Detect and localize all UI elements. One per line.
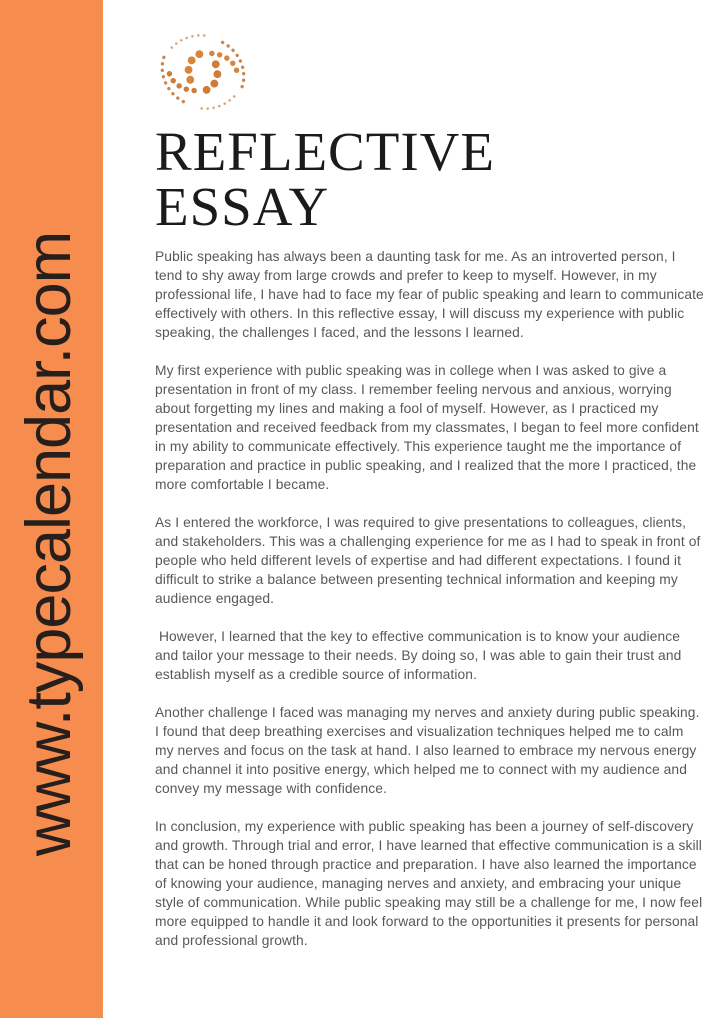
essay-paragraph-6: In conclusion, my experience with public speaking has been a journey of self-discovery and growth. Through trial and error, I have learned that effective communication is a skill that can be honed through practice and preparation. I have also learned the importance of knowing your audience, managing nerves and anxiety, and embracing your unique style of communication. While public speaking may still be a challenge for me, I now feel more equipped to handle it and look forward to the opportunities it presents for personal and professional growth. [155,819,707,948]
essay-body [155,247,708,950]
spiral-dots-logo-icon [150,28,256,116]
essay-paragraph-4: However, I learned that the key to effective communication is to know your audience and tailor your message to their needs. By doing so, I was able to gain their trust and establish myself as a credible source of information. [155,629,686,682]
essay-paragraph-2: My first experience with public speaking was in college when I was asked to give a presentation in front of my class. I remember feeling nervous and anxious, worrying about forgetting my lines and making a fool of myself. However, as I practiced my presentation and received feedback from my classmates, I began to feel more confident in my ability to communicate effectively. This experience taught me the importance of preparation and practice in public speaking, and I realized that the more I practiced, the more comfortable I became. [155,363,703,492]
essay-paragraph-1: Public speaking has always been a daunting task for me. As an introverted person, I tend to shy away from large crowds and prefer to keep to myself. However, in my professional life, I have had to face my fear of public speaking and learn to communicate effectively with others. In this reflective essay, I will discuss my experience with public speaking, the challenges I faced, and the lessons I learned. [155,249,708,340]
page-title-line2: ESSAY [155,176,330,237]
page-title-line1: REFLECTIVE [155,121,495,182]
essay-paragraph-5: Another challenge I faced was managing my nerves and anxiety during public speaking. I found that deep breathing exercises and visualization techniques helped me to calm my nerves and focus on the task at hand. I also learned to embrace my nervous energy and channel it into positive energy, which helped me to connect with my audience and convey my message with confidence. [155,705,704,796]
page-title [155,121,705,237]
site-url-vertical: www.typecalendar.com [14,231,84,857]
content-area [155,28,708,969]
essay-paragraph-3: As I entered the workforce, I was required to give presentations to colleagues, clients, and stakeholders. This was a challenging experience for me as I had to speak in front of people who held different levels of expertise and had different expectations. I found it difficult to strike a balance between presenting technical information and keeping my audience engaged. [155,515,705,606]
